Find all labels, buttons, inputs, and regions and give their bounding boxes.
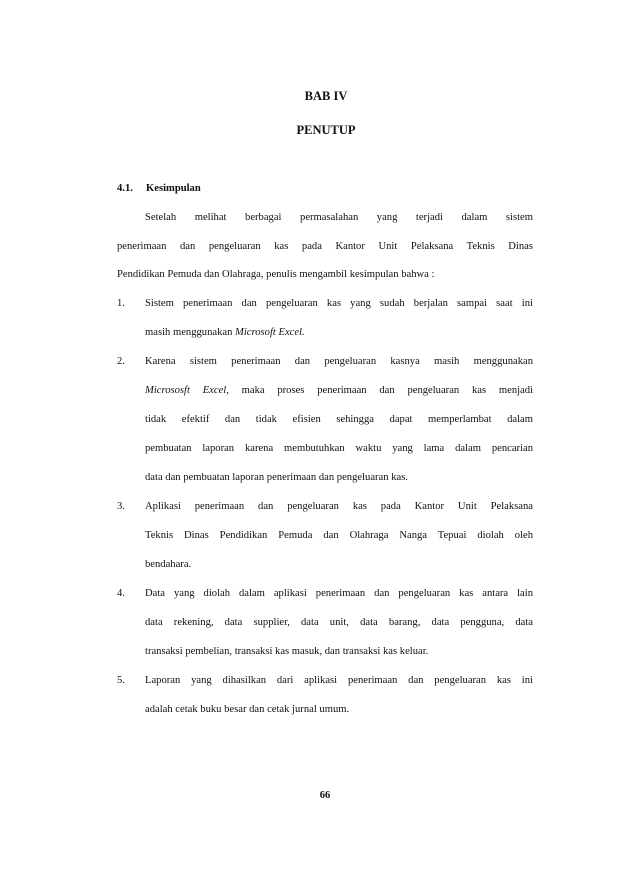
item-2-line-5: data dan pembuatan laporan penerimaan dan pengeluaran kas. xyxy=(145,472,408,483)
item-1-text: masih menggunakan xyxy=(145,327,236,338)
item-5-line-2: adalah cetak buku besar dan cetak jurnal umum. xyxy=(145,704,350,715)
item-1-line-2 xyxy=(145,326,305,340)
item-2-text: maka proses penerimaan dan pengeluaran kas menjadi xyxy=(228,385,534,396)
item-4-line-1: Data yang diolah dalam aplikasi penerimaan dan pengeluaran kas antara lain xyxy=(145,588,533,599)
item-3-line-1: Aplikasi penerimaan dan pengeluaran kas pada Kantor Unit Pelaksana xyxy=(145,501,533,512)
item-3-line-3: bendahara. xyxy=(145,559,192,570)
list-marker-3: 3. xyxy=(117,501,125,512)
page-number: 66 xyxy=(319,790,331,801)
list-marker-4: 4. xyxy=(117,588,125,599)
item-2-line-2 xyxy=(145,384,533,398)
item-3-line-2: Teknis Dinas Pendidikan Pemuda dan Olahraga Nanga Tepuai diolah oleh xyxy=(145,530,533,541)
item-4-line-2: data rekening, data supplier, data unit, data barang, data pengguna, data xyxy=(145,617,533,628)
item-1-term: Microsoft Excel. xyxy=(235,327,305,338)
intro-line-2: penerimaan dan pengeluaran kas pada Kantor Unit Pelaksana Teknis Dinas xyxy=(117,241,533,252)
list-marker-1: 1. xyxy=(117,298,125,309)
list-marker-5: 5. xyxy=(117,675,125,686)
chapter-heading: BAB IV xyxy=(304,89,348,103)
item-5-line-1: Laporan yang dihasilkan dari aplikasi penerimaan dan pengeluaran kas ini xyxy=(145,675,533,686)
section-number: 4.1. xyxy=(117,183,133,194)
item-2-line-1: Karena sistem penerimaan dan pengeluaran kasnya masih menggunakan xyxy=(145,356,533,367)
item-2-line-4: pembuatan laporan karena membutuhkan waktu yang lama dalam pencarian xyxy=(145,443,533,454)
intro-line-3: Pendidikan Pemuda dan Olahraga, penulis mengambil kesimpulan bahwa : xyxy=(117,269,435,280)
item-4-line-3: transaksi pembelian, transaksi kas masuk, dan transaksi kas keluar. xyxy=(145,646,429,657)
section-title: Kesimpulan xyxy=(146,183,201,194)
item-2-line-3: tidak efektif dan tidak efisien sehingga dapat memperlambat dalam xyxy=(145,414,533,425)
chapter-title: PENUTUP xyxy=(296,123,356,137)
list-marker-2: 2. xyxy=(117,356,125,367)
item-2-term: Micrososft Excel, xyxy=(145,385,229,396)
item-1-line-1: Sistem penerimaan dan pengeluaran kas yang sudah berjalan sampai saat ini xyxy=(145,298,533,309)
section-heading xyxy=(117,183,201,194)
intro-line-1: Setelah melihat berbagai permasalahan yang terjadi dalam sistem xyxy=(145,212,533,223)
